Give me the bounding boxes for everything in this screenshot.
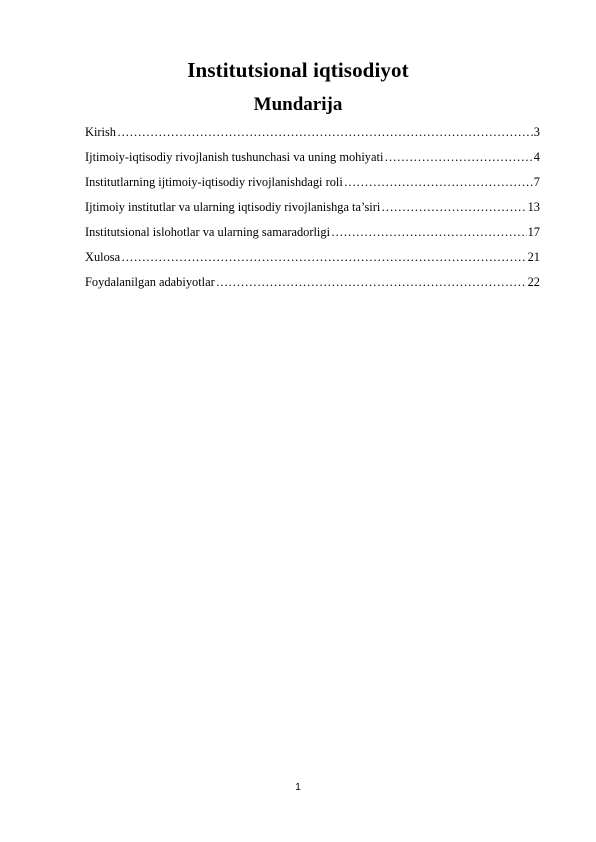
dot-leader	[117, 125, 533, 140]
toc-entry-title: Ijtimoiy institutlar va ularning iqtisodiy rivojlanishga ta’siri	[85, 200, 381, 214]
toc-entry-institutlar-roli[interactable]	[85, 175, 540, 200]
toc-entry-page: 4	[533, 150, 540, 164]
toc-entry-adabiyotlar[interactable]	[85, 275, 540, 300]
dot-leader	[384, 150, 532, 165]
toc-heading: Mundarija	[253, 94, 343, 115]
dot-leader	[381, 200, 526, 215]
toc-entry-title: Foydalanilgan adabiyotlar	[85, 275, 215, 289]
toc-entry-page: 7	[533, 175, 540, 189]
document-title: Institutsional iqtisodiyot	[187, 58, 409, 82]
toc-entry-page: 21	[527, 250, 540, 264]
toc-entry-page: 3	[533, 125, 540, 139]
toc-entry-page: 13	[527, 200, 540, 214]
dot-leader	[121, 250, 527, 265]
toc-entry-xulosa[interactable]	[85, 250, 540, 275]
page-number: 1	[295, 782, 301, 793]
dot-leader	[331, 225, 527, 240]
table-of-contents	[85, 125, 540, 300]
toc-entry-rivojlanish-tushunchasi[interactable]	[85, 150, 540, 175]
toc-entry-title: Institutlarning ijtimoiy-iqtisodiy rivojlanishdagi roli	[85, 175, 343, 189]
toc-entry-title: Xulosa	[85, 250, 121, 264]
toc-entry-title: Kirish	[85, 125, 116, 139]
toc-entry-kirish[interactable]	[85, 125, 540, 150]
toc-entry-page: 17	[527, 225, 540, 239]
dot-leader	[344, 175, 533, 190]
dot-leader	[216, 275, 527, 290]
toc-entry-page: 22	[527, 275, 540, 289]
toc-entry-title: Ijtimoiy-iqtisodiy rivojlanish tushunchasi va uning mohiyati	[85, 150, 384, 164]
toc-entry-title: Institutsional islohotlar va ularning samaradorligi	[85, 225, 331, 239]
toc-entry-ijtimoiy-institutlar[interactable]	[85, 200, 540, 225]
toc-entry-islohotlar[interactable]	[85, 225, 540, 250]
